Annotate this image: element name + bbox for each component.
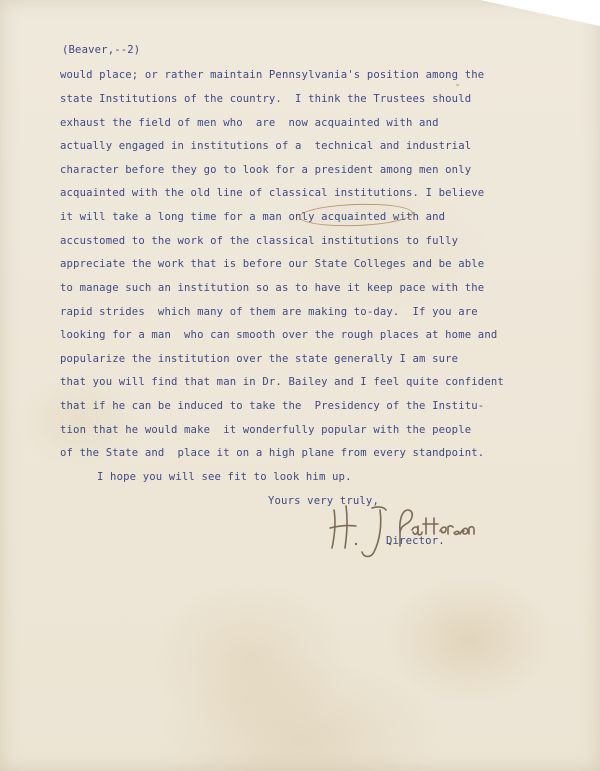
pencil-mark-annotation: ˇ [455,83,461,96]
body-line: appreciate the work that is before our State Colleges and be able [60,258,485,270]
body-line: exhaust the field of men who are now acquainted with and [60,117,439,129]
body-line: it will take a long time for a man only acquainted with and [60,211,446,223]
closing-line: I hope you will see fit to look him up. [97,471,352,483]
body-line: would place; or rather maintain Pennsylvania's position among the [60,69,485,81]
body-line: accustomed to the work of the classical institutions to fully [60,235,459,247]
body-line: of the State and place it on a high plane from every standpoint. [60,447,485,459]
body-line: actually engaged in institutions of a technical and industrial [60,140,472,152]
pencil-circle-annotation [299,202,414,228]
body-line: character before they go to look for a president among men only [60,164,472,176]
page-header: (Beaver,--2) [62,44,141,56]
body-line: rapid strides which many of them are making to-day. If you are [60,306,478,318]
body-line: acquainted with the old line of classical institutions. I believe [60,187,485,199]
body-line: state Institutions of the country. I think the Trustees should [60,93,472,105]
body-line: to manage such an institution so as to have it keep pace with the [60,282,485,294]
torn-corner [480,0,600,26]
signer-title: Director. [386,535,445,547]
valediction: Yours very truly, [268,495,379,507]
body-line: that you will find that man in Dr. Bailey and I feel quite confident [60,376,504,388]
body-line: tion that he would make it wonderfully popular with the people [60,424,472,436]
body-line: looking for a man who can smooth over the rough places at home and [60,329,498,341]
body-line: that if he can be induced to take the Presidency of the Institu- [60,400,485,412]
body-line: popularize the institution over the state generally I am sure [60,353,459,365]
handwritten-signature [326,498,476,560]
